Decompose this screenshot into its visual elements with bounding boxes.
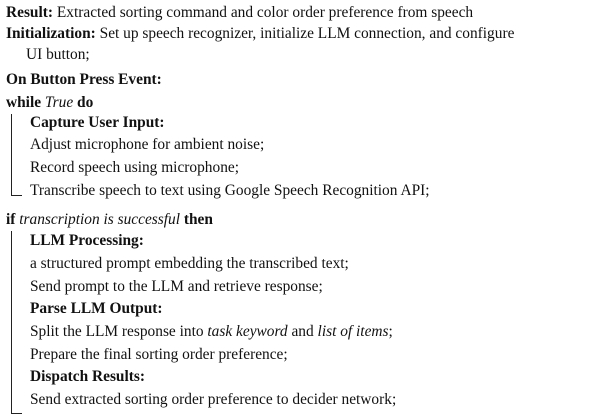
llm-heading: LLM Processing: — [30, 232, 144, 249]
if-keyword: if — [6, 211, 16, 228]
event-heading: On Button Press Event: — [6, 71, 162, 88]
split-suffix: ; — [388, 323, 393, 340]
if-condition: transcription is successful — [19, 211, 181, 228]
capture-heading: Capture User Input: — [30, 114, 165, 131]
capture-step: Record speech using microphone; — [30, 159, 239, 176]
capture-step: Transcribe speech to text using Google Speech Recognition API; — [30, 182, 430, 199]
result-text: Extracted sorting command and color order preference from speech — [53, 4, 474, 21]
parse-step — [30, 322, 393, 342]
then-keyword: then — [183, 211, 213, 228]
parse-heading: Parse LLM Output: — [30, 300, 163, 317]
initialization-continuation: UI button; — [26, 46, 90, 63]
llm-step: a structured prompt embedding the transcribed text; — [30, 255, 349, 272]
while-keyword: while — [6, 94, 42, 111]
llm-step: Send prompt to the LLM and retrieve response; — [30, 278, 323, 295]
initialization-label: Initialization: — [6, 25, 96, 42]
dispatch-step: Send extracted sorting order preference to decider network; — [30, 391, 397, 408]
while-condition: True — [44, 94, 74, 111]
while-line — [6, 93, 93, 113]
list-of-items-term: list of items — [317, 323, 389, 340]
split-prefix: Split the LLM response into — [30, 323, 208, 340]
split-mid: and — [287, 323, 318, 340]
if-line — [6, 210, 213, 230]
if-scope-bar — [11, 231, 22, 414]
result-line — [6, 3, 473, 23]
result-label: Result: — [6, 4, 54, 21]
dispatch-heading: Dispatch Results: — [30, 368, 146, 385]
initialization-line — [6, 24, 514, 44]
parse-step: Prepare the final sorting order preference; — [30, 346, 288, 363]
capture-step: Adjust microphone for ambient noise; — [30, 136, 265, 153]
while-scope-bar — [11, 114, 22, 196]
task-keyword-term: task keyword — [207, 323, 288, 340]
initialization-text: Set up speech recognizer, initialize LLM connection, and configure — [95, 25, 515, 42]
do-keyword: do — [77, 94, 94, 111]
